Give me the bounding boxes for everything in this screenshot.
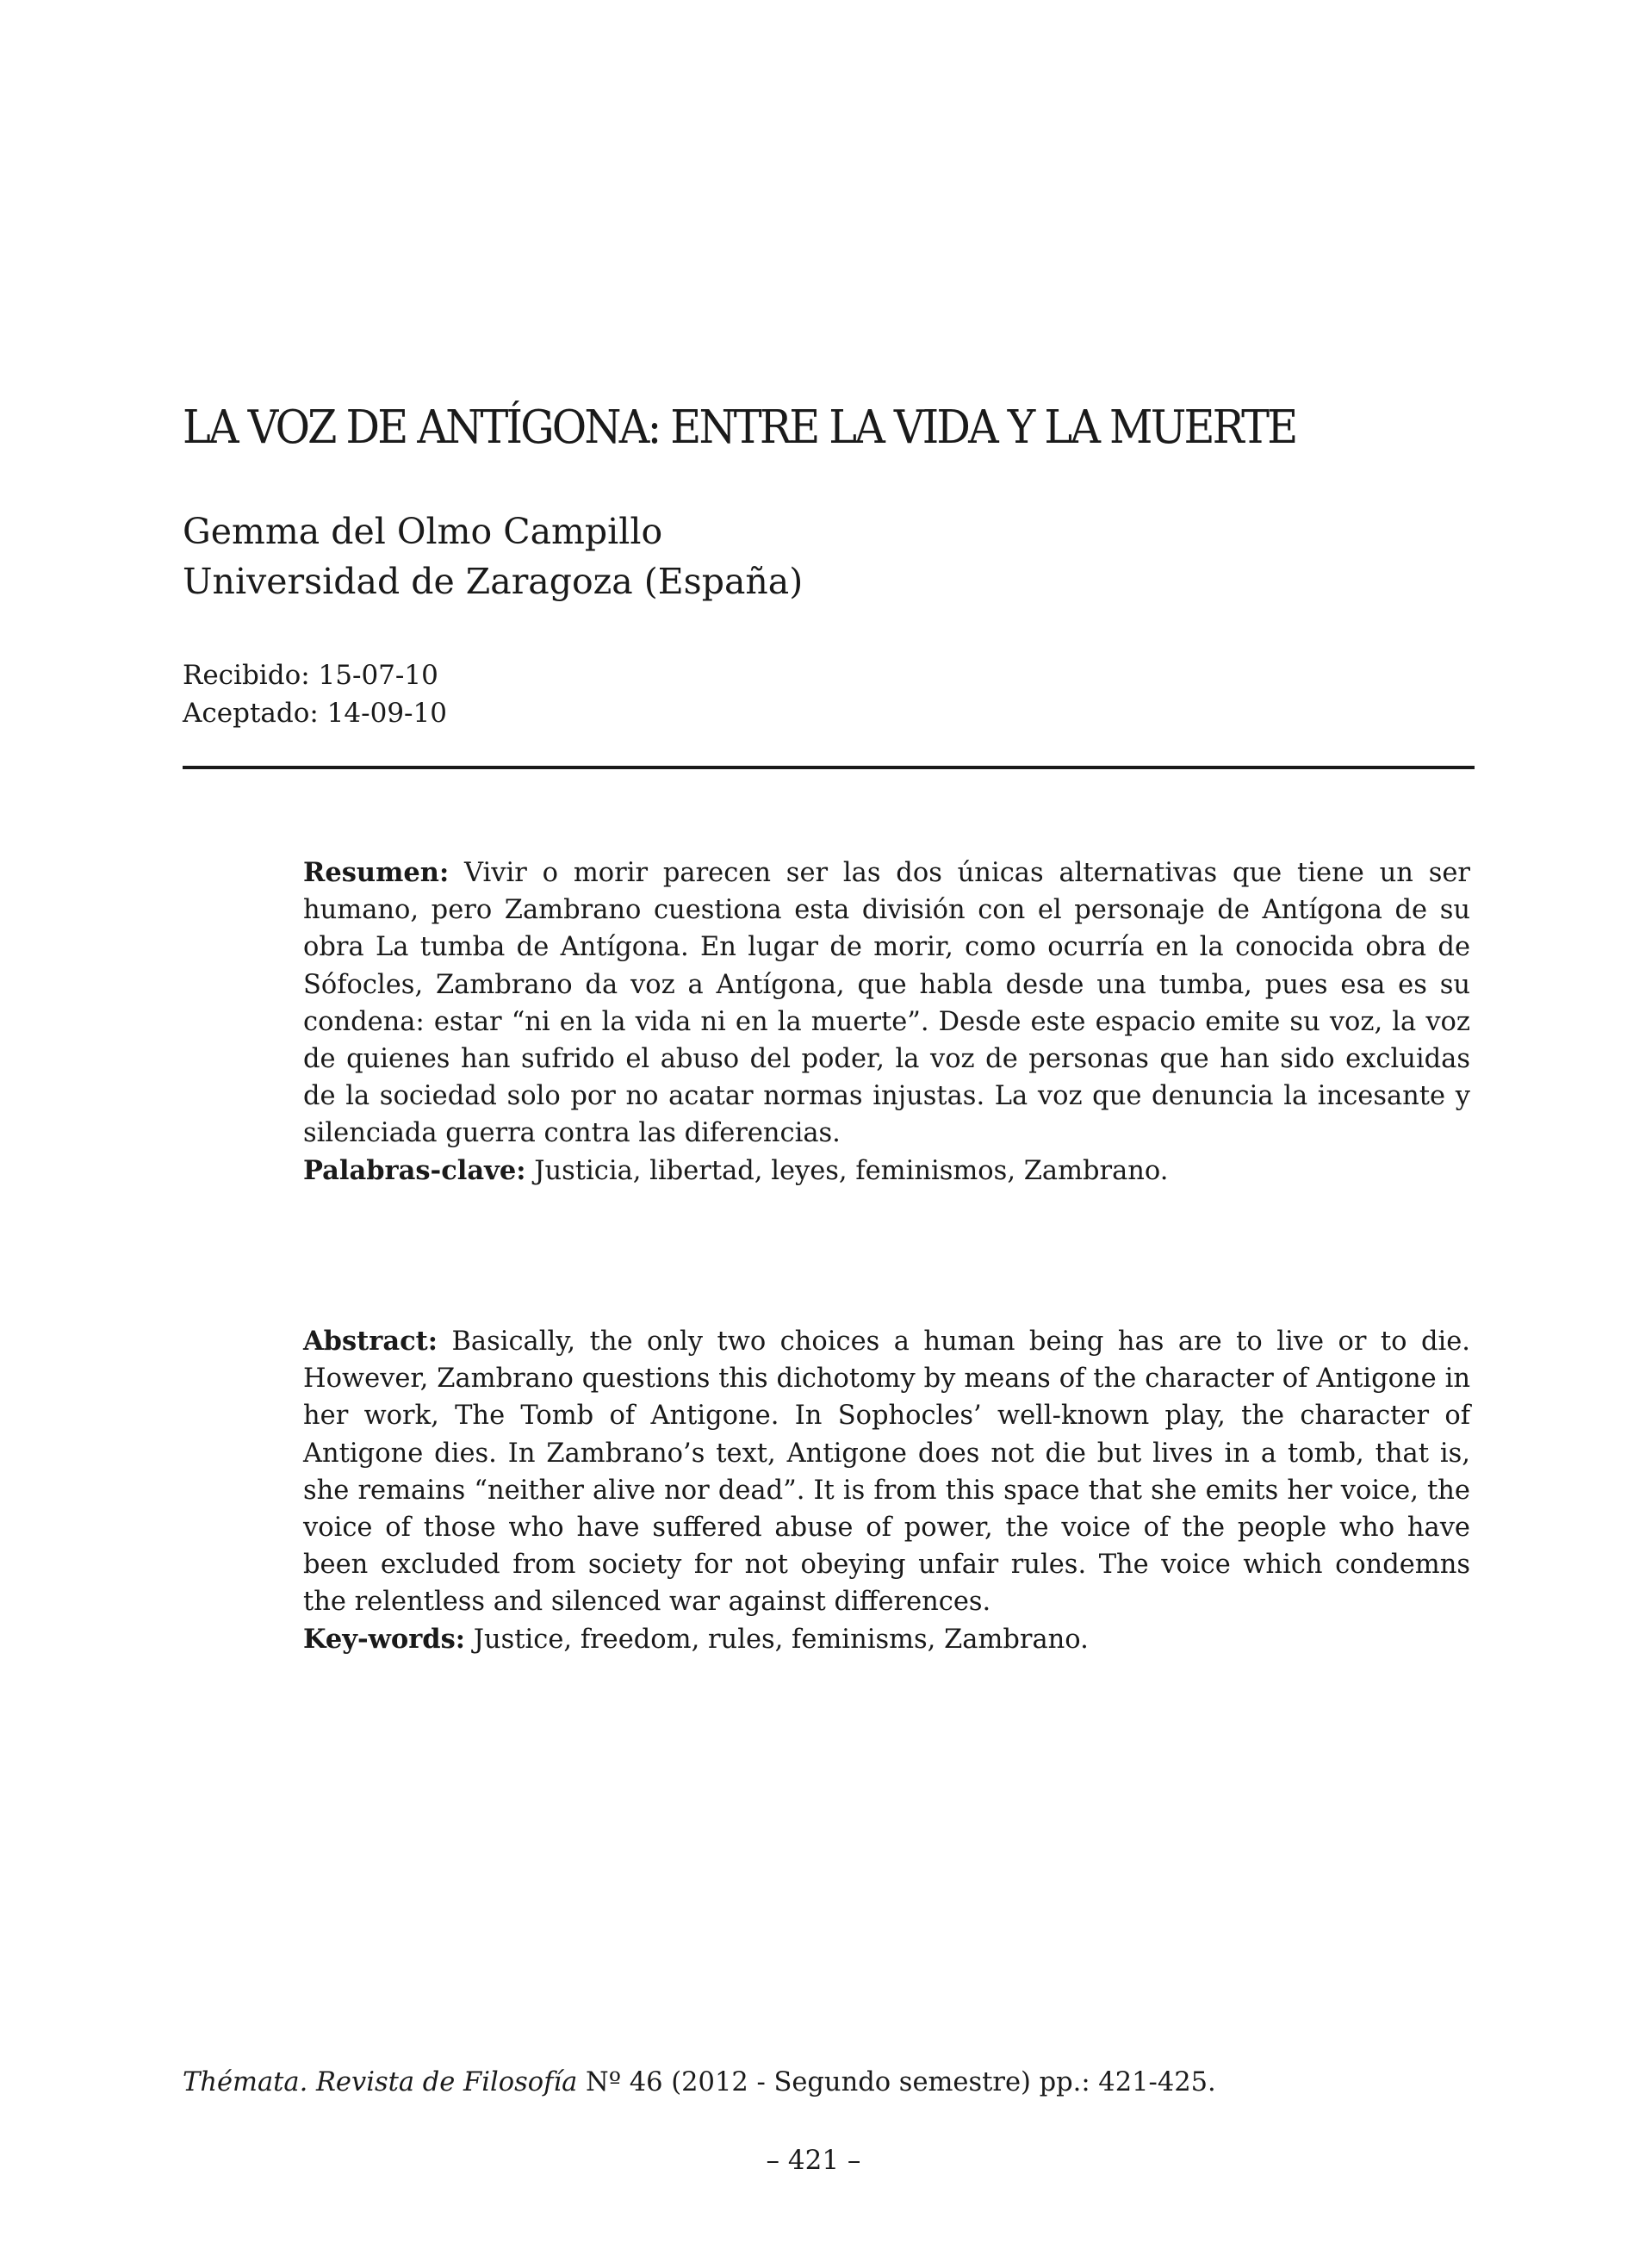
author-block [183, 506, 803, 606]
header-divider [183, 766, 1475, 769]
resumen-section [303, 854, 1470, 1190]
key-words-text: Justice, freedom, rules, feminisms, Zambrano. [465, 1624, 1089, 1655]
abstract-label: Abstract: [303, 1326, 438, 1357]
author-name: Gemma del Olmo Campillo [183, 511, 663, 552]
abstract-paragraph [303, 1323, 1470, 1621]
palabras-clave-label: Palabras-clave: [303, 1154, 526, 1186]
submission-dates [183, 656, 447, 732]
key-words-label: Key-words: [303, 1623, 466, 1655]
resumen-text: Vivir o morir parecen ser las dos únicas alternativas que tiene un ser humano, pero Zambrano cuestiona esta división con el personaje de Antígona de su obra La tumba de Antígona. En lugar de morir, como ocurría en la conocida obra de Sófocles, Zambrano da voz a Antígona, que habla desde una tumba, pues esa es su condena: estar “ni en la vida ni en la muerte”. Desde este espacio emite su voz, la voz de quienes han sufrido el abuso del poder, la voz de personas que han sido excluidas de la sociedad solo por no acatar normas injustas. La voz que denuncia la incesante y silenciada guerra contra las diferencias. [303, 858, 1470, 1149]
palabras-clave-text: Justicia, libertad, leyes, feminismos, Zambrano. [525, 1155, 1169, 1186]
resumen-paragraph [303, 854, 1470, 1153]
journal-issue: Nº 46 (2012 - Segundo semestre) pp.: 421-425. [577, 2067, 1216, 2097]
palabras-clave-paragraph [303, 1153, 1470, 1190]
journal-citation [183, 2064, 1216, 2102]
journal-name: Thémata. Revista de Filosofía [183, 2067, 578, 2097]
resumen-label: Resumen: [303, 857, 450, 888]
abstract-text: Basically, the only two choices a human being has are to live or to die. However, Zambrano questions this dichotomy by means of the character of Antigone in her work, The Tomb of Antigone. In Sophocles’ well-known play, the character of Antigone dies. In Zambrano’s text, Antigone does not die but lives in a tomb, that is, she remains “neither alive nor dead”. It is from this space that she emits her voice, the voice of those who have suffered abuse of power, the voice of the people who have been excluded from society for not obeying unfair rules. The voice which condemns the relentless and silenced war against differences. [303, 1327, 1470, 1618]
abstract-section [303, 1323, 1470, 1658]
author-affiliation: Universidad de Zaragoza (España) [183, 561, 804, 602]
article-title: LA VOZ DE ANTÍGONA: ENTRE LA VIDA Y LA MUERTE [183, 401, 1296, 454]
page-number: – 421 – [766, 2145, 861, 2176]
key-words-paragraph [303, 1621, 1470, 1658]
accepted-date: Aceptado: 14-09-10 [183, 698, 447, 729]
received-date: Recibido: 15-07-10 [183, 660, 438, 691]
